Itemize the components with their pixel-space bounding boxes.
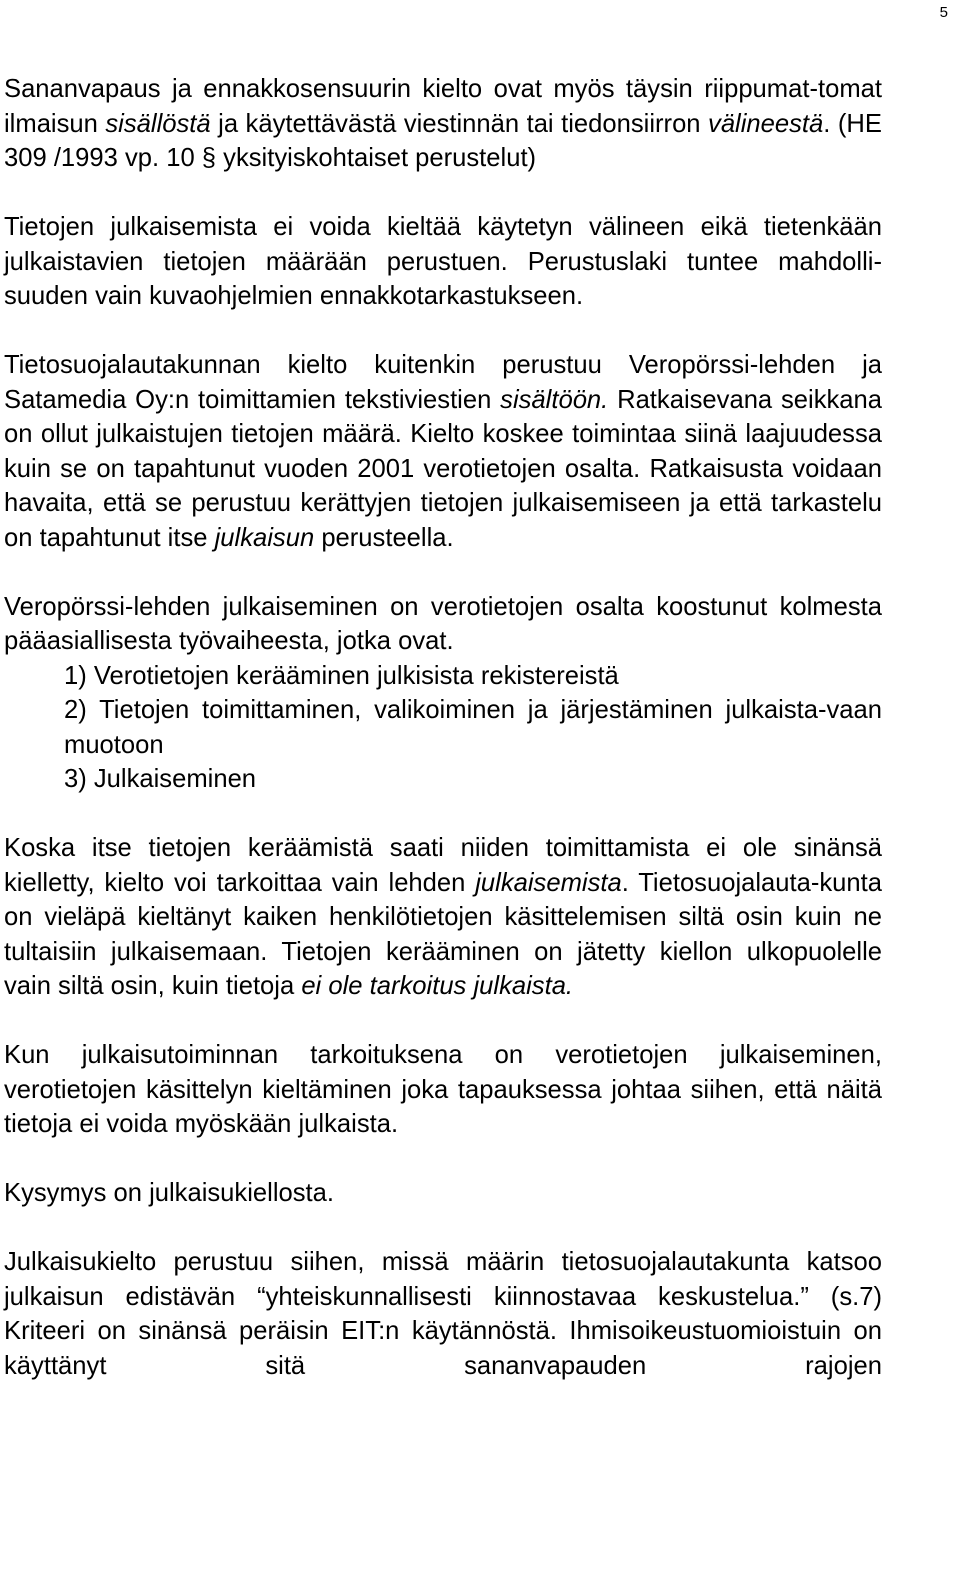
text-run: Sananvapaus ja ennakkosensuurin kielto ovat myös täysin riippumat-tomat ilmaisun (4, 75, 882, 138)
emphasis-text: välineestä (708, 109, 824, 138)
text-run: Kysymys on julkaisukiellosta. (4, 1179, 334, 1207)
text-run: Kun julkaisutoiminnan tarkoituksena on verotietojen julkaiseminen, verotietojen käsittelyn kieltäminen joka tapauksessa johtaa siihen, että näitä tietoja ei voida myöskään julkaista. (4, 1041, 882, 1138)
paragraph-purpose-of-publishing (4, 1038, 882, 1142)
text-run: perusteella. (314, 523, 454, 552)
paragraph-collection-not-prohibited (4, 831, 882, 1004)
paragraph-work-phases (4, 590, 882, 659)
list-item: 1) Verotietojen kerääminen julkisista rekistereistä (64, 661, 619, 690)
paragraph-question (4, 1176, 882, 1211)
text-run: . Tietosuojalauta-kunta on vieläpä kieltänyt kaiken henkilötietojen käsittelemisen siltä osin kuin ne tultaisiin julkaisemaan. Tietojen kerääminen on jätetty kiellon ulkopuolelle vain siltä osin, kuin tietoja (4, 868, 882, 1000)
text-run: Koska itse tietojen keräämistä saati niiden toimittamista ei ole sinänsä kielletty, kielto voi tarkoittaa vain lehden (4, 834, 882, 897)
text-run: Veropörssi-lehden julkaiseminen on verotietojen osalta koostunut kolmesta pääasiallisesta työvaiheesta, jotka ovat. (4, 592, 882, 655)
paragraph-freedom-of-speech (4, 72, 882, 176)
emphasis-text: julkaisemista (475, 868, 622, 897)
text-run: ja käytettävästä viestinnän tai tiedonsiirron (210, 109, 709, 138)
page-number: 5 (939, 4, 948, 21)
emphasis-text: ei ole tarkoitus julkaista. (301, 972, 574, 1000)
paragraph-publishing-restriction (4, 210, 882, 314)
text-run: Julkaisukielto perustuu siihen, missä määrin tietosuojalautakunta katsoo julkaisun edistävän “yhteiskunnallisesti kiinnostavaa keskustelua.” (s.7) Kriteeri on sinänsä peräisin EIT:n käytännöstä. Ihmisoikeustuomioistuin on käyttänyt sitä sananvapauden rajojen (4, 1248, 882, 1380)
document-body (4, 72, 882, 1418)
work-phase-list (4, 659, 882, 797)
text-run: Tietosuojalautakunnan kielto kuitenkin perustuu Veropörssi-lehden ja Satamedia Oy:n toimittamien tekstiviestien (4, 351, 882, 414)
paragraph-publication-ban-basis (4, 1245, 882, 1383)
list-item: 3) Julkaiseminen (64, 765, 257, 793)
text-run: . (HE 309 /1993 vp. 10 § yksityiskohtaiset perustelut) (4, 109, 882, 172)
text-run: Ratkaisevana seikkana on ollut julkaistujen tietojen määrä. Kielto koskee toimintaa siinä laajuudessa kuin se on tapahtunut vuoden 2001 verotietojen osalta. Ratkaisusta voidaan havaita, että se perustuu kerättyjen tietojen julkaisemiseen ja että tarkastelu on tapahtunut itse (4, 385, 882, 552)
paragraph-data-protection-board (4, 348, 882, 555)
text-run: Tietojen julkaisemista ei voida kieltää käytetyn välineen eikä tietenkään julkaistavien tietojen määrään perustuen. Perustuslaki tuntee mahdolli-suuden vain kuvaohjelmien ennakkotarkastukseen. (4, 213, 882, 310)
emphasis-text: sisällöstä (105, 109, 211, 138)
emphasis-text: sisältöön. (500, 385, 609, 414)
list-item: 2) Tietojen toimittaminen, valikoiminen ja järjestäminen julkaista-vaan muotoon (64, 696, 882, 759)
emphasis-text: julkaisun (214, 523, 315, 552)
